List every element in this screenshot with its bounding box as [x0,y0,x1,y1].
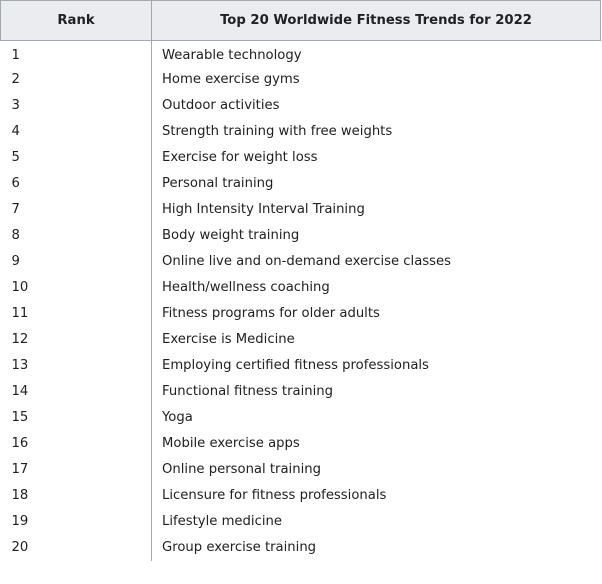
trend-cell: Health/wellness coaching [152,275,601,301]
table-row [1,483,601,509]
trend-cell: Exercise for weight loss [152,145,601,171]
table-row [1,119,601,145]
table-row [1,249,601,275]
rank-cell: 14 [11,384,29,399]
rank-cell: 7 [11,202,20,217]
trend-cell: Licensure for fitness professionals [152,483,601,509]
rank-cell: 1 [11,47,20,63]
table-row [1,327,601,353]
table-row [1,457,601,483]
table-row [1,197,601,223]
rank-cell: 10 [11,280,29,295]
trend-cell: Online live and on-demand exercise classes [152,249,601,275]
trend-cell: Mobile exercise apps [152,431,601,457]
table-body [1,41,601,561]
rank-cell: 3 [11,98,20,113]
table-row [1,67,601,93]
rank-cell: 19 [11,514,29,529]
trend-cell: Online personal training [152,457,601,483]
header-row [1,1,601,41]
trend-cell: Employing certified fitness professionals [152,353,601,379]
rank-cell: 2 [11,72,20,87]
rank-cell: 11 [11,306,29,321]
trend-cell: Exercise is Medicine [152,327,601,353]
rank-cell: 17 [11,462,29,477]
table-row [1,223,601,249]
trend-cell: Home exercise gyms [152,67,601,93]
table-row [1,145,601,171]
rank-cell: 16 [11,436,29,451]
column-header-trend[interactable]: Top 20 Worldwide Fitness Trends for 2022 [152,1,601,41]
table-row [1,379,601,405]
trend-cell: Fitness programs for older adults [152,301,601,327]
trend-cell: Functional fitness training [152,379,601,405]
table-row [1,405,601,431]
trend-cell: Body weight training [152,223,601,249]
table-row [1,301,601,327]
table-row [1,353,601,379]
rank-cell: 12 [11,332,29,347]
table-header [1,1,601,41]
trend-cell: High Intensity Interval Training [152,197,601,223]
rank-cell: 8 [11,228,20,243]
table-row [1,93,601,119]
trend-cell: Wearable technology [152,41,601,67]
table-row [1,431,601,457]
table-row [1,275,601,301]
column-header-rank[interactable]: Rank [1,1,152,41]
table-row [1,509,601,535]
trend-cell: Personal training [152,171,601,197]
rank-cell: 5 [11,150,20,165]
rank-cell: 13 [11,358,29,373]
trend-cell: Lifestyle medicine [152,509,601,535]
rank-cell: 4 [11,124,20,139]
rank-cell: 9 [11,254,20,269]
table-row [1,41,601,67]
rank-cell: 15 [11,410,29,425]
table-row [1,535,601,561]
trend-cell: Yoga [152,405,601,431]
trend-cell: Group exercise training [152,535,601,561]
table-row [1,171,601,197]
trend-cell: Outdoor activities [152,93,601,119]
rank-cell: 18 [11,488,29,503]
trend-cell: Strength training with free weights [152,119,601,145]
rank-cell: 20 [11,540,29,555]
rank-cell: 6 [11,176,20,191]
